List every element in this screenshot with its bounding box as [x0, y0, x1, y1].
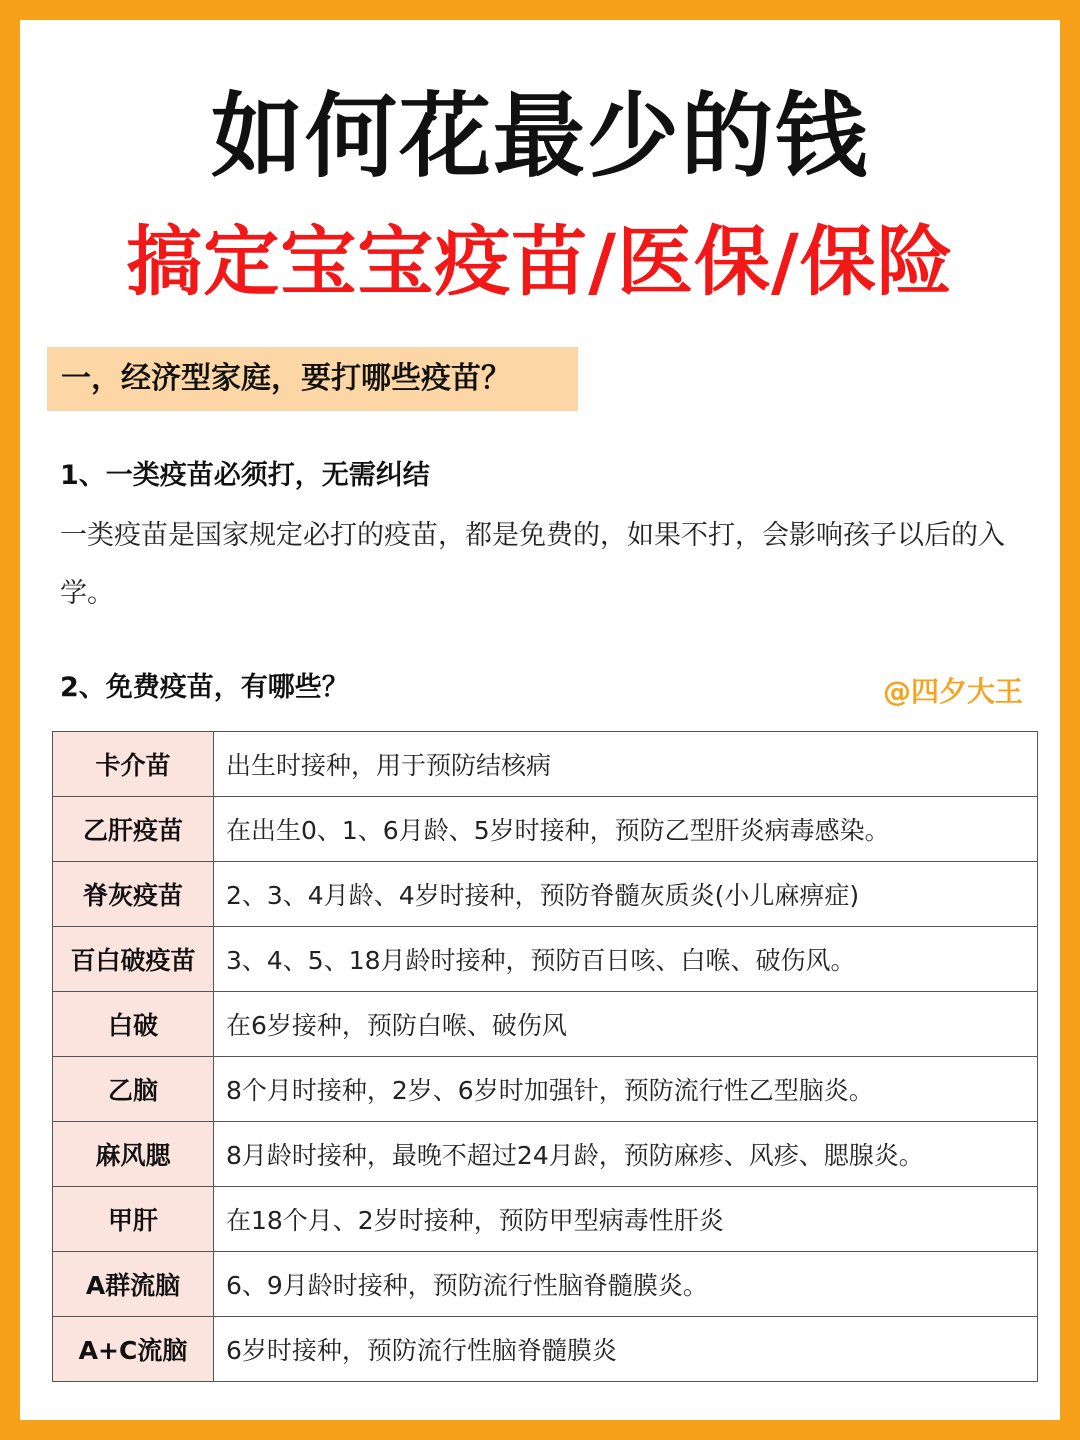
vaccine-name-cell: A+C流脑: [53, 1317, 214, 1382]
page-subtitle: 搞定宝宝疫苗/医保/保险: [126, 217, 954, 306]
vaccine-desc-cell: 在6岁接种，预防白喉、破伤风: [214, 992, 1038, 1057]
vaccine-name-cell: A群流脑: [53, 1252, 214, 1317]
item1-paragraph: 一类疫苗是国家规定必打的疫苗，都是免费的，如果不打，会影响孩子以后的入学。: [60, 520, 1005, 609]
vaccine-desc-cell: 在18个月、2岁时接种，预防甲型病毒性肝炎: [214, 1187, 1038, 1252]
item2-heading: 2、免费疫苗，有哪些？: [60, 672, 349, 703]
page-title: 如何花最少的钱: [210, 83, 869, 190]
table-row: [53, 1187, 1038, 1252]
table-row: [53, 992, 1038, 1057]
table-row: [53, 1252, 1038, 1317]
vaccine-desc-cell: 6、9月龄时接种，预防流行性脑脊髓膜炎。: [214, 1252, 1038, 1317]
vaccine-name-cell: 白破: [53, 992, 214, 1057]
vaccine-name-cell: 百白破疫苗: [53, 927, 214, 992]
table-row: [53, 797, 1038, 862]
vaccine-name-cell: 甲肝: [53, 1187, 214, 1252]
vaccine-desc-cell: 6岁时接种，预防流行性脑脊髓膜炎: [214, 1317, 1038, 1382]
vaccine-name-cell: 卡介苗: [53, 732, 214, 797]
vaccine-name-cell: 乙肝疫苗: [53, 797, 214, 862]
vaccine-desc-cell: 2、3、4月龄、4岁时接种，预防脊髓灰质炎(小儿麻痹症): [214, 862, 1038, 927]
vaccine-desc-cell: 出生时接种，用于预防结核病: [214, 732, 1038, 797]
item1-heading: 1、一类疫苗必须打，无需纠结: [60, 460, 430, 491]
vaccine-name-cell: 麻风腮: [53, 1122, 214, 1187]
vaccine-name-cell: 乙脑: [53, 1057, 214, 1122]
table-row: [53, 1057, 1038, 1122]
vaccine-table: [52, 731, 1038, 1382]
vaccine-desc-cell: 8个月时接种，2岁、6岁时加强针，预防流行性乙型脑炎。: [214, 1057, 1038, 1122]
section-heading: 一，经济型家庭，要打哪些疫苗？: [47, 347, 578, 411]
vaccine-desc-cell: 8月龄时接种，最晚不超过24月龄，预防麻疹、风疹、腮腺炎。: [214, 1122, 1038, 1187]
table-row: [53, 862, 1038, 927]
table-row: [53, 927, 1038, 992]
vaccine-desc-cell: 3、4、5、18月龄时接种，预防百日咳、白喉、破伤风。: [214, 927, 1038, 992]
table-row: [53, 1122, 1038, 1187]
table-row: [53, 732, 1038, 797]
vaccine-name-cell: 脊灰疫苗: [53, 862, 214, 927]
table-row: [53, 1317, 1038, 1382]
vaccine-desc-cell: 在出生0、1、6月龄、5岁时接种，预防乙型肝炎病毒感染。: [214, 797, 1038, 862]
author-watermark: @四夕大王: [882, 675, 1023, 708]
